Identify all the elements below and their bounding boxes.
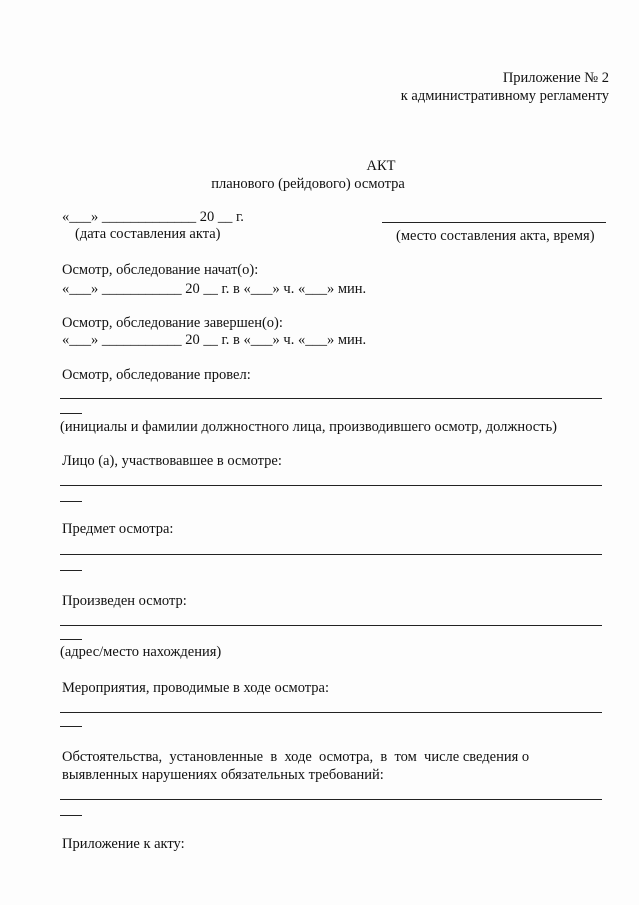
appendix-reference: к административному регламенту [400,88,609,104]
appendix-number: Приложение № 2 [502,70,609,86]
end-datetime-field: «___» ___________ 20 __ г. в «___» ч. «___» мин. [62,332,367,348]
inspector-label: Осмотр, обследование провел: [62,367,251,383]
circumstances-line [60,799,602,800]
attachment-label: Приложение к акту: [62,836,185,852]
circumstances-label-line1: Обстоятельства, установленные в ходе осмотра, в том числе сведения о [62,749,530,765]
document-subtitle: планового (рейдового) осмотра [211,176,405,192]
location-caption: (адрес/место нахождения) [60,644,222,660]
participant-line [60,485,602,486]
measures-label: Мероприятия, проводимые в ходе осмотра: [62,680,329,696]
participant-line-continuation [60,501,82,502]
inspector-line-continuation [60,413,82,414]
inspector-caption: (инициалы и фамилии должностного лица, производившего осмотр, должность) [60,419,558,435]
place-line [382,222,606,223]
date-caption: (дата составления акта) [75,226,221,242]
location-line [60,625,602,626]
subject-line-continuation [60,570,82,571]
place-caption: (место составления акта, время) [396,228,595,244]
measures-line [60,712,602,713]
subject-label: Предмет осмотра: [62,521,174,537]
location-line-continuation [60,639,82,640]
start-datetime-field: «___» ___________ 20 __ г. в «___» ч. «___» мин. [62,281,367,297]
document-title: АКТ [366,158,396,174]
date-field: «___» _____________ 20 __ г. [62,209,244,225]
circumstances-label-line2: выявленных нарушениях обязательных требований: [62,767,384,783]
participant-label: Лицо (а), участвовавшее в осмотре: [62,453,282,469]
end-label: Осмотр, обследование завершен(о): [62,315,283,331]
start-label: Осмотр, обследование начат(о): [62,262,259,278]
measures-line-continuation [60,726,82,727]
circumstances-line-continuation [60,815,82,816]
inspector-line [60,398,602,399]
subject-line [60,554,602,555]
location-label: Произведен осмотр: [62,593,187,609]
